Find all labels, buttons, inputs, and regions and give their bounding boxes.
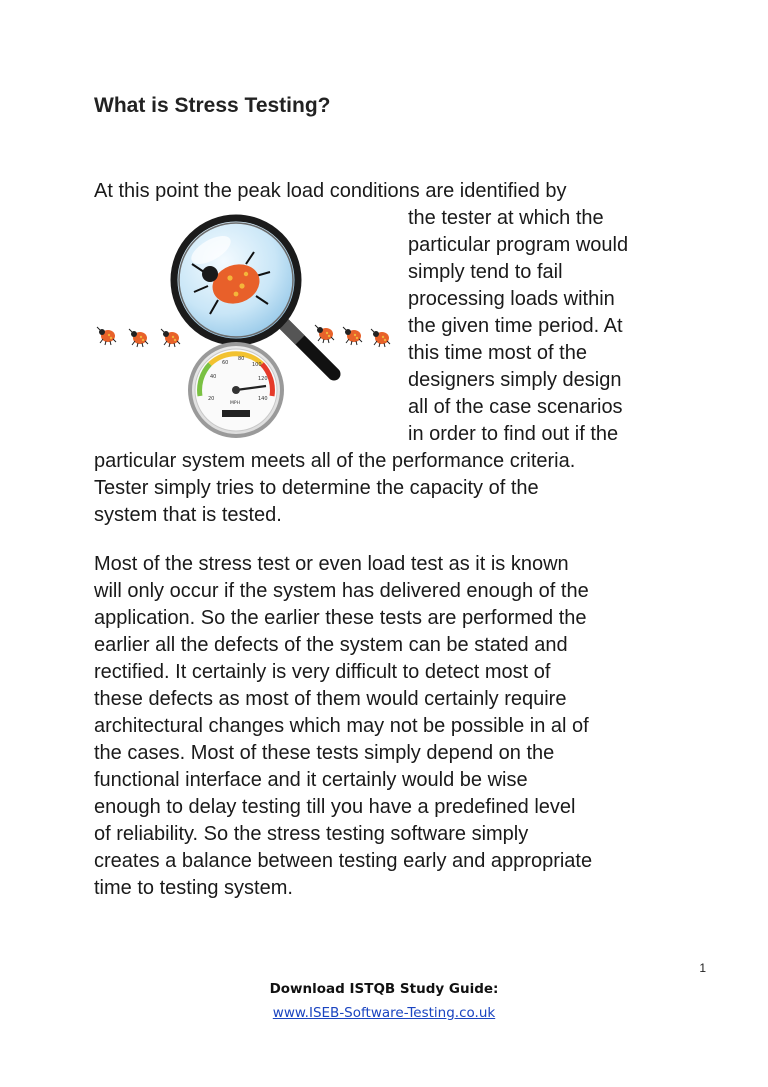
gauge-tick: 40 bbox=[210, 374, 217, 380]
gauge-tick: 80 bbox=[238, 356, 245, 362]
paragraph-2 bbox=[94, 551, 694, 902]
paragraph-line: functional interface and it certainly would be wise bbox=[94, 769, 528, 791]
stress-testing-illustration bbox=[86, 214, 402, 438]
speedometer-icon bbox=[190, 344, 282, 436]
paragraph-line: application. So the earlier these tests are performed the bbox=[94, 607, 587, 629]
paragraph-line: rectified. It certainly is very difficult to detect most of bbox=[94, 661, 551, 683]
bug-icon bbox=[97, 327, 116, 345]
paragraph-line: earlier all the defects of the system can be stated and bbox=[94, 634, 568, 656]
paragraph-line: architectural changes which may not be possible in al of bbox=[94, 715, 589, 737]
paragraph-line: in order to find out if the bbox=[408, 423, 619, 445]
paragraph-line: time to testing system. bbox=[94, 877, 293, 899]
paragraph-line: the tester at which the bbox=[408, 207, 604, 229]
bug-icon bbox=[371, 329, 390, 347]
paragraph-line: At this point the peak load conditions are identified by bbox=[94, 180, 567, 202]
bug-icon bbox=[343, 327, 362, 345]
paragraph-line: simply tend to fail bbox=[408, 261, 563, 283]
gauge-unit-label: MPH bbox=[230, 401, 240, 406]
bug-icon bbox=[161, 329, 180, 347]
gauge-tick: 60 bbox=[222, 360, 229, 366]
paragraph-line: designers simply design bbox=[408, 369, 622, 391]
paragraph-line: particular system meets all of the performance criteria. bbox=[94, 450, 576, 472]
paragraph-line: creates a balance between testing early and appropriate bbox=[94, 850, 593, 872]
paragraph-line: Most of the stress test or even load test as it is known bbox=[94, 553, 569, 575]
paragraph-line: enough to delay testing till you have a predefined level bbox=[94, 796, 576, 818]
paragraph-line: the cases. Most of these tests simply depend on the bbox=[94, 742, 555, 764]
bug-icon bbox=[129, 329, 148, 347]
gauge-tick: 20 bbox=[208, 396, 215, 402]
paragraph-line: Tester simply tries to determine the capacity of the bbox=[94, 477, 539, 499]
paragraph-line: processing loads within bbox=[408, 288, 615, 310]
footer-link[interactable] bbox=[0, 1005, 768, 1021]
gauge-tick: 120 bbox=[258, 376, 268, 382]
paragraph-line: these defects as most of them would certainly require bbox=[94, 688, 567, 710]
paragraph-line: all of the case scenarios bbox=[408, 396, 623, 418]
paragraph-line: this time most of the bbox=[408, 342, 587, 364]
footer-title: Download ISTQB Study Guide: bbox=[269, 981, 499, 997]
footer-link-text[interactable]: www.ISEB-Software-Testing.co.uk bbox=[272, 1005, 496, 1021]
gauge-tick: 100 bbox=[252, 362, 262, 368]
paragraph-line: the given time period. At bbox=[408, 315, 623, 337]
page-title: What is Stress Testing? bbox=[94, 94, 331, 117]
gauge-tick: 140 bbox=[258, 396, 268, 402]
paragraph-line: system that is tested. bbox=[94, 504, 282, 526]
page-number: 1 bbox=[699, 961, 706, 975]
paragraph-line: will only occur if the system has delivered enough of the bbox=[94, 580, 589, 602]
bug-icon bbox=[315, 325, 334, 343]
paragraph-line: of reliability. So the stress testing software simply bbox=[94, 823, 529, 845]
paragraph-line: particular program would bbox=[408, 234, 629, 256]
